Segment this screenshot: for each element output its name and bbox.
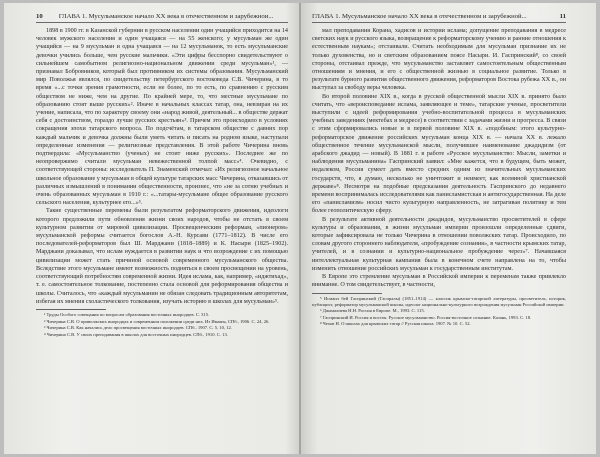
left-footnote: ¹ Труды Особого совещания по вопросам образования восточных инородцев. С. 315. bbox=[44, 311, 210, 317]
left-page-body bbox=[36, 27, 288, 306]
left-paragraph: Такие существенные перемены были результатом реформаторского движения, идеологи которого предложили пути обновления жизни своих народов, чтобы не отстать в своем культурном развитии от мировой цивилизации. Просвещенческим реформам, «пионером» мусульманской реформы считается богослов А.-Н. Курсави (1771–1812). В числе его последователей-реформаторов был Ш. Марджани (1818–1889) и К. Насыри (1825–1902). Марджани доказывал, что ислам нуждается в развитии наук и что возрождение с их помощью цивилизации может стать причиной основой современного мусульманского общества. Вследствие этого мусульмане имеют возможность подняться в своем просвещении на уровень, соответствующий потребностям современной жизни. Идея ислама, как, например, «иджтихад», т. е. самостоятельное толкование, постепенно стала основой для реформирования общества и школы. Считалось, что «каждый мусульманин не обязан следовать традиционным авторитетам, избегая их мнения схоластического толкования, изучать историю в школах для мусульман»⁵. bbox=[36, 208, 288, 305]
left-footnotes bbox=[36, 312, 288, 338]
right-footnotes bbox=[312, 296, 566, 328]
left-footnote: ⁴ Чичерина С.В. У своих преподавания в школах для восточных инородцев. СПб., 1910. С. 13. bbox=[44, 331, 228, 337]
right-footnote: ⁷ Гаспринский И. Россия и восток. Русское мусульманство. Россия-восточное сознание. Казань, 1993. С. 18. bbox=[320, 314, 532, 320]
left-paragraph: 1898 в 1900 гг. в Казанской губернии в русском населении один учащийся приходится на 14 человек мужского населения и один учащаяся — на 55 женского; у мусульман же один учащийся — на 9 мусульман и одна учащаяся — на 12 мусульманок, то есть мусульманские девочки учились больше, чем русские мальчики. «Эти цифры бесспорно свидетельствуют о сильнейшем самобытном религиозно-национальном движении среди мусульман»¹, — признавал Бобровников, который был противником их системы образования. Мусульманский мир Поволжья являлся, по свидетельству петербургского востоковеда С.В. Чичерина, в то время «...с точки зрения грамотности, если не более, по то есть, по сравнению с русским обществом не ниже, чем на другие. По крайней мере, то, что местные мусульмане по образованию стоят выше русских»². Иначе в начальных классах татар, она, невзирая на их учение, написала, что по характеру своему они «народ живой, деятельный... в обществе держат себя с достоинством, гораздо лучше русских крестьян»³. Причем это происходило в условиях сокращения эпохи татарского вопроса. По подсчётам, в татарском обществе с давних пор каждый мальчик и девочка должны были уметь читать и писать на родном языке, наступали определенные изменения — религиозные представления. В этой работе Чичерина вновь подтвердила: «Мусульманство (ученых) не стоит ниже русских». Последнее же по неопровержимо считали мусульман невежественной толпой масс»⁴. Очевидно, с соответствующей стороны: исследователь П. Знаменский отмечал: «Их религиозное начальное школьное образование у мусульман в общей культуре татарских масс Чичерина, отказавшись от различных измышлений в понимании общественности, произнес, что «не за сотню учебных и очень образованных мусульман в 1910 г.: «...татары-мусульмане общее образование русского сельского населения, культурнее его...»⁵. bbox=[36, 28, 288, 207]
right-paragraph: В результате активной деятельности джадидов, мусульманство просветителей в сфере культуры и образования, в жизни мусульман империи произошли определенные сдвиги, которые зафиксировала не только Чичерина в отношении поволжских татар. Происходило, по словам другого стороннего наблюдателя, «пробуждение сознания», в частности крымских татар, учителей, и в сознании и культурно-национальное пробуждение через»⁷. Начавшаяся интеллектуальная культурная кампания была в конечном счете направлена на то, чтобы изменить отношение российских мусульман к государственным институтам. bbox=[312, 216, 566, 272]
right-running-head-title: ГЛАВА 1. Мусульманское начало XX века в отечественном и зарубежной... bbox=[312, 13, 527, 20]
left-page bbox=[4, 3, 300, 454]
book-gutter bbox=[299, 3, 301, 454]
left-footnote-rule bbox=[36, 309, 106, 310]
right-page bbox=[300, 3, 596, 454]
right-footnote: ⁵ Исмаил бей Гаспринский (Гаспралы) (1851–1914) — классик крымско-татарской литературы, просветитель, историк, публицист, реформатор мусульманской школы, идеолог национально-культурного возрождения мусульман Российской империи. bbox=[312, 295, 566, 307]
left-page-number: 10 bbox=[36, 13, 43, 20]
left-footnote: ² Чичерина С.В. О приволжских инородцах и современном положении среди них. Из Имамы, СПб., 1906. С. 24, 26. bbox=[44, 318, 270, 324]
right-footnote-rule bbox=[312, 293, 382, 294]
right-page-number: 11 bbox=[559, 13, 566, 20]
right-paragraph: В Европе это стремление мусульман в Российской империи к переменам также привлекло внимание. О том свидетельствует, в частности, bbox=[312, 274, 566, 289]
left-running-head bbox=[36, 13, 288, 23]
right-footnote: ⁶ Джамалиева Н.Н. Россия в Европе. М., 1993. С. 115. bbox=[320, 308, 425, 314]
right-paragraph: мал преподавания Корана, хадисов и истории ислама; допущение преподавания в медресе светских наук и русского языка, возвращение к реформаторскому учению и ранние отношения к естественным наукам»; отстаивали. Считать необходимым для мусульман признание их не только духовенства, но и светским образованием поясе Насыри. И. Гаспринский⁸, со своей стороны, отстаивал прежде, что мусульманство заставляет самостоятельным общественным отношениям и мнения, и его с общественной жизнью в социальное развитие. Только в результате бурного развития общественного движения, реформаторов Востока рубежа XX в., он выступал за свободу веры человека. bbox=[312, 28, 566, 92]
right-page-body bbox=[312, 27, 566, 290]
right-paragraph: Во второй половине XIX в., когда в русской общественной мысли XIX в. принято было считать, что «вероисповедание ислама, заявляющее и теме», татарские ученые, просветители выступили с идеей реформирования учебно-воспитательной процесса в мусульманских учебных заведениях (мектебах и медресе) в соответствии с задачами жизни и прогресса. В связи с этим сформировались новые и в первой половине XIX в. «подобным: этого культурно-реформаторское движение российских мусульман конца XIX в. — начала XX в. лежало общественное течение мусульманской мысли, получившее наименование джадидизм (от арабского джадид — новый). В 1881 г. в работе «Русское мусульманство: Мысли, заметки и наблюдения мусульманина» Гаспринский заявил: «Мне кажется, что в будущем, быть может, недалеком, Россия сумеет дать вместо средних одним из значительных мусульманских государств, что, я думаю, несколько не уничтожит и неимеет, как всеминой христианской державе»⁸. Несмотря на подобные предсказания деятельность Гаспринского до недавнего времени воспринималась исследователями как панисламистская и антигосударственная. На деле его «панисламизм» носил чисто культурную направленность, не затрагивая политику и тем более геополитическую сферу. bbox=[312, 93, 566, 215]
left-running-head-title: ГЛАВА 1. Мусульманское начало XX века в отечественном и зарубежнои... bbox=[58, 13, 274, 20]
book-spread bbox=[4, 3, 596, 454]
left-footnote: ³ Чичерина С.В. Как начались дело просвещения восточных инородцев. СПб., 1907. С. 5, 10, 12. bbox=[44, 325, 232, 331]
right-footnote: ⁸ Чехов Н. О школах для крымских татар // Русская школа. 1907. № 10. С. 52. bbox=[320, 321, 471, 327]
right-running-head bbox=[312, 13, 566, 23]
